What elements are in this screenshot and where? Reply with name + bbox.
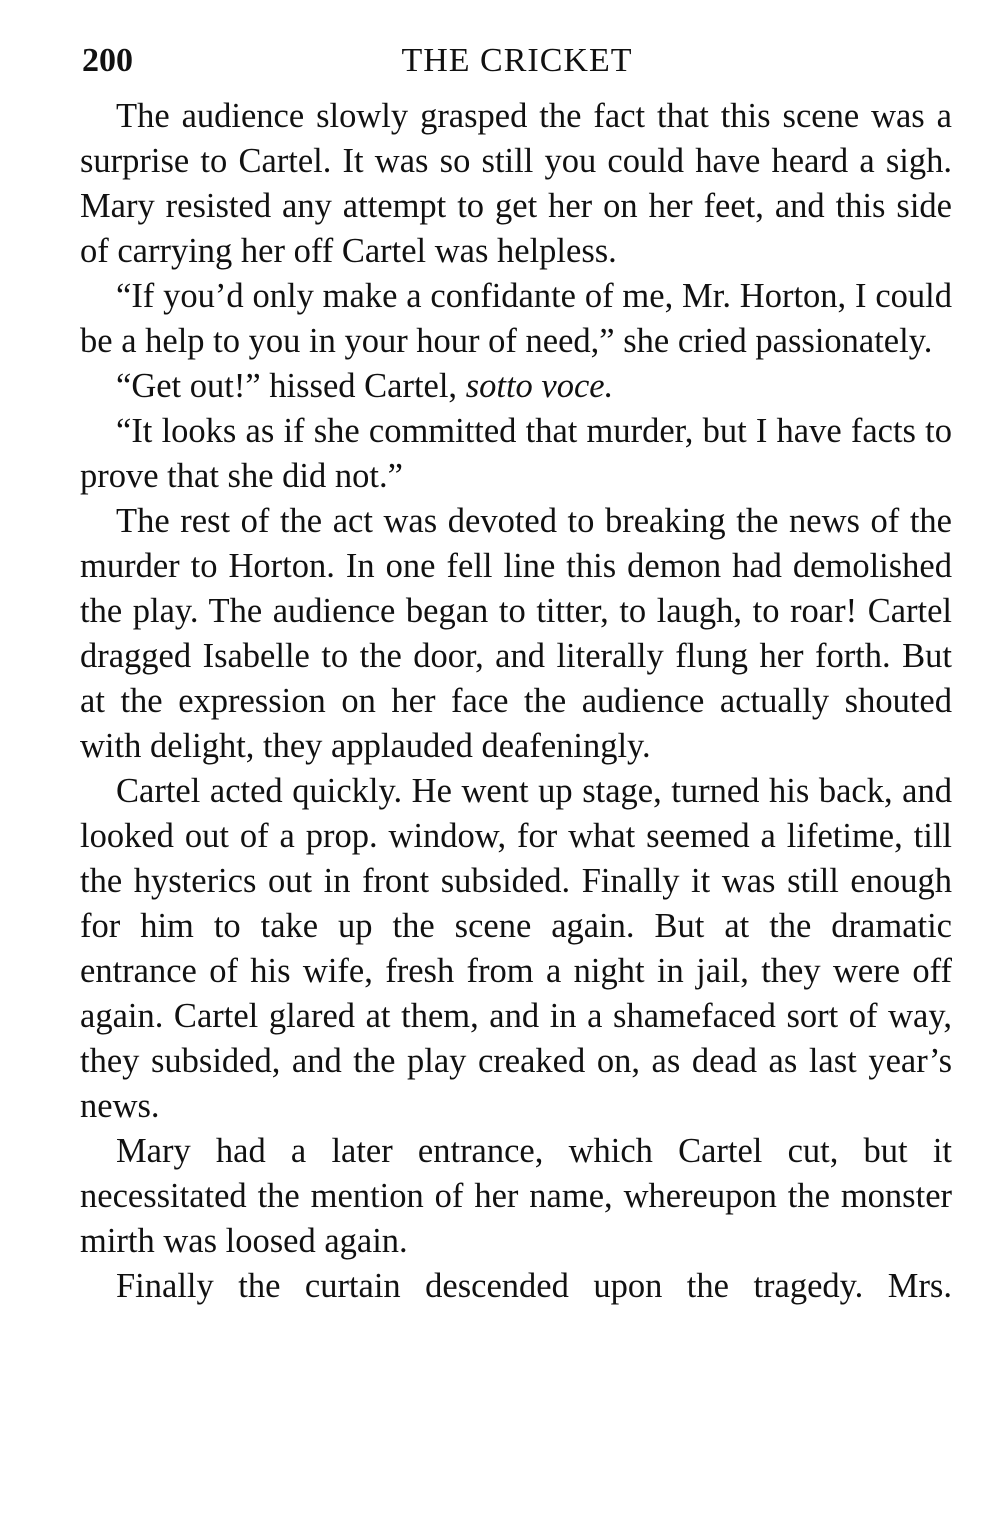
paragraph: The audience slowly grasped the fact that this scene was a surprise to Cartel. It was so still you could have heard a sigh. Mary resisted any attempt to get her on her feet, and this side of carrying her off Cartel was helpless. [80, 97, 952, 270]
paragraph: “If you’d only make a confidante of me, Mr. Horton, I could be a help to you in your hour of need,” she cried passionately. [80, 277, 952, 360]
running-title: THE CRICKET [401, 42, 633, 79]
paragraph [80, 364, 952, 409]
italic-phrase: sotto voce. [465, 367, 614, 405]
paragraph: “It looks as if she committed that murder, but I have facts to prove that she did not.” [80, 412, 952, 495]
paragraph: Mary had a later entrance, which Cartel cut, but it necessitated the mention of her name, whereupon the monster mirth was loosed again. [80, 1132, 952, 1260]
paragraph-text: “Get out!” hissed Cartel, [116, 367, 466, 405]
body-text [80, 94, 952, 1309]
running-head [82, 36, 952, 86]
page-number: 200 [82, 42, 133, 79]
paragraph: Finally the curtain descended upon the tragedy. Mrs. [116, 1267, 952, 1305]
paragraph: Cartel acted quickly. He went up stage, turned his back, and looked out of a prop. window, for what seemed a lifetime, till the hysterics out in front subsided. Finally it was still enough for him to take up the scene again. But at the dramatic entrance of his wife, fresh from a night in jail, they were off again. Cartel glared at them, and in a shamefaced sort of way, they subsided, and the play creaked on, as dead as last year’s news. [80, 772, 952, 1125]
paragraph: The rest of the act was devoted to breaking the news of the murder to Horton. In one fell line this demon had demolished the play. The audience began to titter, to laugh, to roar! Cartel dragged Isabelle to the door, and literally flung her forth. But at the expression on her face the audience actually shouted with delight, they applauded deafeningly. [80, 502, 952, 765]
